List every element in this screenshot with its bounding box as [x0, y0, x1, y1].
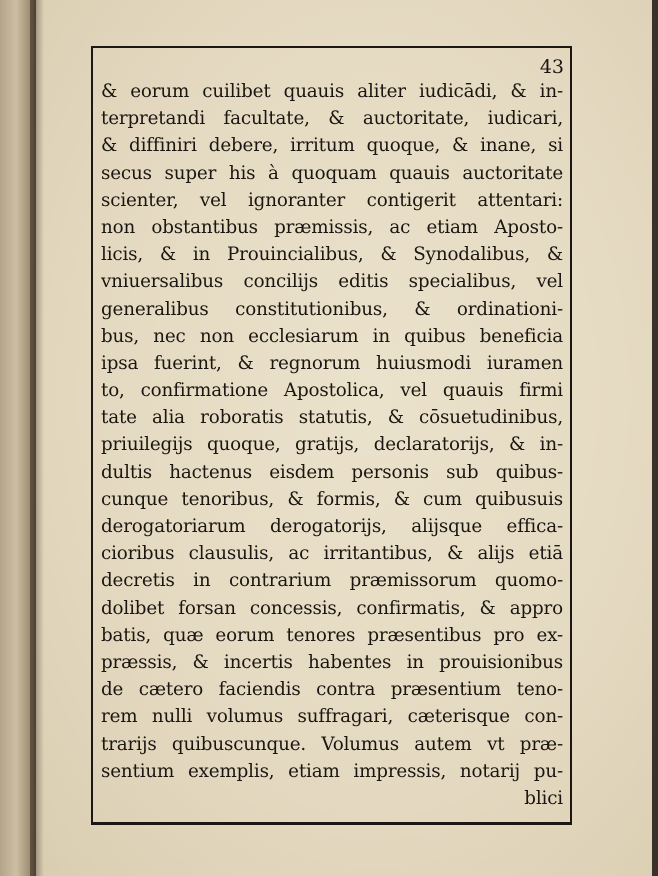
text-line: trarijs quibuscunque. Volumus autem vt præ- — [101, 733, 563, 755]
text-line: rem nulli volumus suffragari, cæterisque con- — [101, 706, 563, 728]
text-line: cioribus clausulis, ac irritantibus, & alijs etiā — [101, 543, 563, 565]
text-line: secus super his à quoquam quauis auctoritate — [101, 162, 563, 184]
text-line: licis, & in Prouincialibus, & Synodalibus, & — [101, 244, 563, 266]
page-edge — [652, 0, 658, 876]
text-line: priuilegijs quoque, gratijs, declaratorijs, & in- — [101, 434, 563, 456]
text-line: derogatoriarum derogatorijs, alijsque effica- — [101, 516, 563, 537]
text-line: batis, quæ eorum tenores præsentibus pro ex- — [101, 624, 563, 646]
text-line: præssis, & incertis habentes in prouisionibus — [101, 651, 563, 673]
text-line: dultis hactenus eisdem personis sub quibus- — [101, 461, 563, 483]
text-line: bus, nec non ecclesiarum in quibus beneficia — [101, 325, 563, 347]
text-line: dolibet forsan concessis, confirmatis, & appro — [101, 597, 563, 619]
bottom-rule — [91, 822, 571, 825]
text-line: & diffiniri debere, irritum quoque, & inane, si — [101, 135, 563, 157]
text-line: decretis in contrarium præmissorum quomo- — [101, 570, 563, 592]
page-number: 43 — [539, 56, 564, 78]
text-line: to, confirmatione Apostolica, vel quauis firmi — [101, 380, 563, 402]
text-line: tate alia roboratis statutis, & cōsuetudinibus, — [101, 407, 563, 429]
text-line: vniuersalibus concilijs editis specialibus, vel — [101, 271, 563, 293]
text-line: generalibus constitutionibus, & ordinationi- — [101, 298, 563, 320]
text-line: sentium exemplis, etiam impressis, notarij pu- — [101, 760, 563, 782]
spine-shadow — [30, 0, 44, 876]
top-rule — [91, 46, 571, 48]
text-line: cunque tenoribus, & formis, & cum quibusuis — [101, 488, 563, 510]
text-line: & eorum cuilibet quauis aliter iudicādi, & in- — [101, 81, 563, 102]
catchword: blici — [524, 787, 563, 809]
text-line: non obstantibus præmissis, ac etiam Aposto- — [101, 216, 563, 238]
body-text — [101, 78, 563, 812]
text-line: terpretandi facultate, & auctoritate, iudicari, — [101, 108, 563, 130]
text-line: de cætero faciendis contra præsentium teno- — [101, 679, 563, 701]
text-line: scienter, vel ignoranter contigerit attentari: — [101, 189, 563, 211]
text-line: ipsa fuerint, & regnorum huiusmodi iuramen — [101, 352, 563, 374]
